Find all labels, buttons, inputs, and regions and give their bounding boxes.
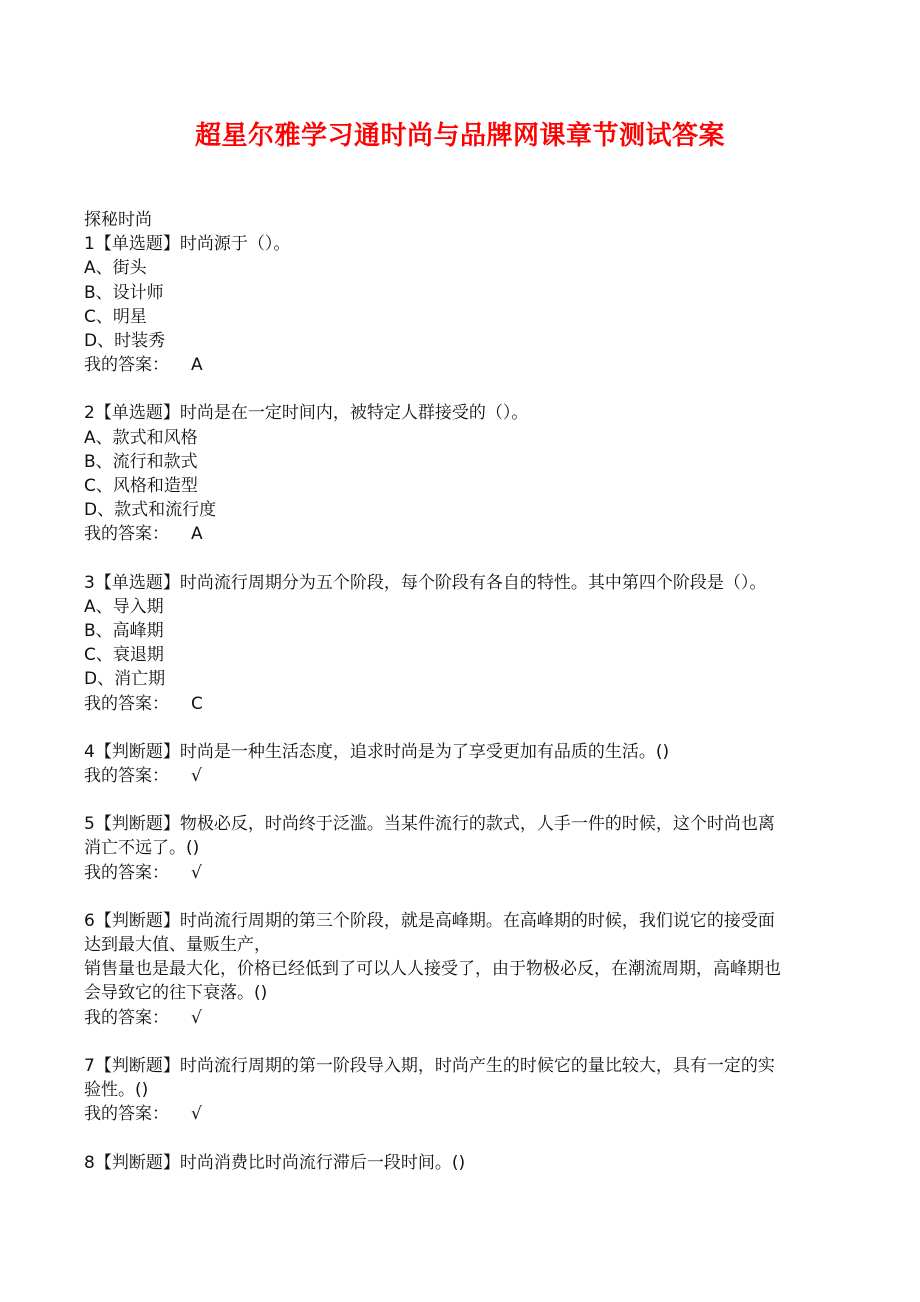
question-4 (84, 740, 836, 788)
answer-row (84, 861, 836, 885)
spacer (84, 377, 836, 401)
answer-value: √ (191, 1104, 202, 1125)
document-content (84, 208, 836, 1175)
question-7 (84, 1054, 836, 1127)
question-stem: 2【单选题】时尚是在一定时间内，被特定人群接受的（）。 (84, 403, 529, 424)
option-c: C、风格和造型 (84, 476, 198, 497)
answer-value: C (191, 693, 203, 714)
answer-row (84, 522, 836, 546)
spacer (84, 547, 836, 571)
option-d: D、款式和流行度 (84, 500, 217, 521)
answer-value: A (191, 355, 203, 376)
question-stem-line: 6【判断题】时尚流行周期的第三个阶段，就是高峰期。在高峰期的时候，我们说它的接受面 (84, 910, 775, 931)
answer-label: 我的答案： (84, 355, 169, 376)
option-d: D、消亡期 (84, 669, 166, 690)
option-c: C、明星 (84, 306, 147, 327)
question-stem-line: 会导致它的往下衰落。() (84, 983, 268, 1004)
answer-row (84, 353, 836, 377)
spacer (84, 788, 836, 812)
option-b: B、高峰期 (84, 621, 164, 642)
section-heading: 探秘时尚 (84, 210, 152, 230)
answer-row (84, 1006, 836, 1030)
answer-label: 我的答案： (84, 766, 169, 787)
answer-value: √ (191, 862, 202, 883)
option-b: B、流行和款式 (84, 451, 198, 472)
question-stem: 8【判断题】时尚消费比时尚流行滞后一段时间。() (84, 1152, 466, 1173)
option-a: A、街头 (84, 258, 147, 279)
answer-label: 我的答案： (84, 1007, 169, 1028)
option-b: B、设计师 (84, 282, 164, 303)
answer-value: A (191, 524, 203, 545)
answer-label: 我的答案： (84, 1104, 169, 1125)
answer-label: 我的答案： (84, 693, 169, 714)
answer-label: 我的答案： (84, 524, 169, 545)
question-2 (84, 401, 836, 546)
answer-row (84, 1102, 836, 1126)
question-5 (84, 812, 836, 885)
question-3 (84, 571, 836, 716)
question-stem: 4【判断题】时尚是一种生活态度，追求时尚是为了享受更加有品质的生活。() (84, 741, 670, 762)
answer-label: 我的答案： (84, 862, 169, 883)
spacer (84, 1127, 836, 1151)
page-title: 超星尔雅学习通时尚与品牌网课章节测试答案 (194, 121, 725, 151)
question-6 (84, 909, 836, 1030)
option-a: A、导入期 (84, 596, 164, 617)
question-stem-line: 验性。() (84, 1080, 149, 1101)
answer-row (84, 692, 836, 716)
spacer (84, 885, 836, 909)
answer-value: √ (191, 1007, 202, 1028)
spacer (84, 716, 836, 740)
question-stem-line: 消亡不远了。() (84, 838, 200, 859)
question-stem-line: 达到最大值、量贩生产， (84, 935, 271, 956)
spacer (84, 1030, 836, 1054)
option-a: A、款式和风格 (84, 427, 198, 448)
question-8 (84, 1151, 836, 1175)
question-stem-line: 5【判断题】物极必反，时尚终于泛滥。当某件流行的款式，人手一件的时候，这个时尚也离 (84, 814, 775, 835)
question-stem-line: 销售量也是最大化，价格已经低到了可以人人接受了，由于物极必反，在潮流周期，高峰期也 (84, 959, 781, 980)
question-stem: 1【单选题】时尚源于（）。 (84, 234, 291, 255)
answer-value: √ (191, 766, 202, 787)
answer-row (84, 764, 836, 788)
option-d: D、时装秀 (84, 331, 166, 352)
question-stem-line: 7【判断题】时尚流行周期的第一阶段导入期，时尚产生的时候它的量比较大，具有一定的实 (84, 1055, 775, 1076)
question-1 (84, 232, 836, 377)
question-stem: 3【单选题】时尚流行周期分为五个阶段，每个阶段有各自的特性。其中第四个阶段是（）。 (84, 572, 767, 593)
option-c: C、衰退期 (84, 645, 164, 666)
